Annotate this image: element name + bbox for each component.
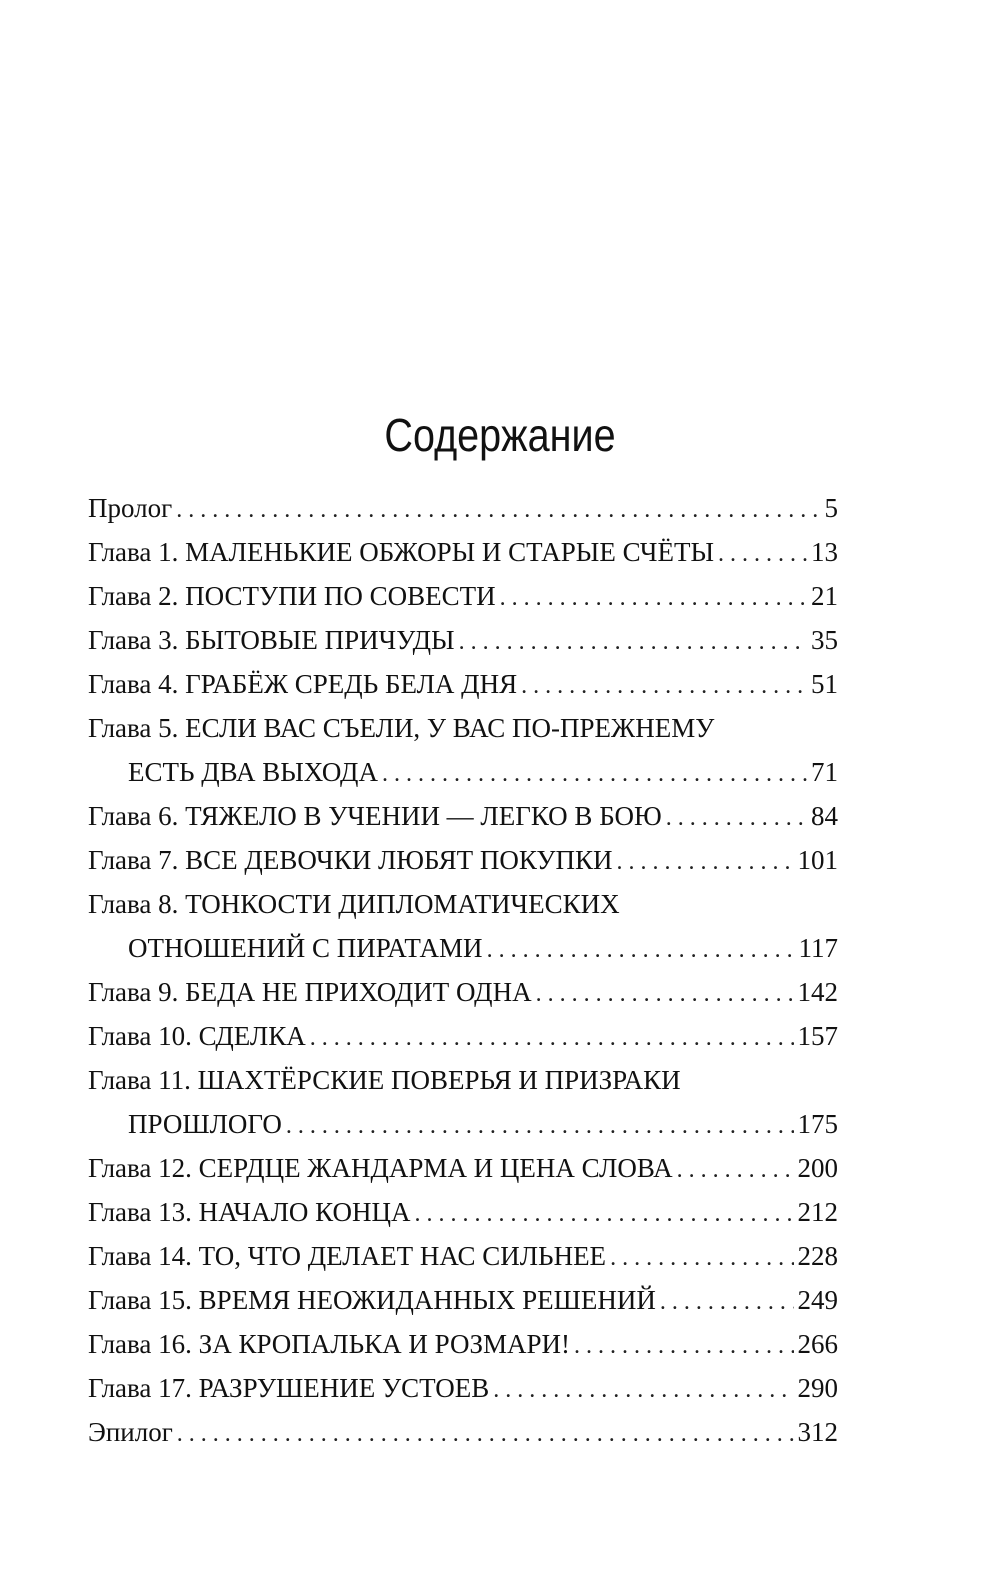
entry-label: Глава 3. БЫТОВЫЕ ПРИЧУДЫ	[88, 625, 455, 655]
entry-page-number: 13	[811, 537, 838, 567]
entry-page-number: 35	[811, 625, 838, 655]
dot-leader	[718, 532, 807, 576]
entry-label-continuation: ПРОШЛОГО	[128, 1109, 282, 1139]
toc-entry	[88, 618, 838, 662]
entry-label: Глава 7. ВСЕ ДЕВОЧКИ ЛЮБЯТ ПОКУПКИ	[88, 845, 613, 875]
entry-label: Глава 8. ТОНКОСТИ ДИПЛОМАТИЧЕСКИХ	[88, 889, 620, 919]
toc-entry	[88, 1058, 838, 1146]
toc-entry	[88, 1190, 838, 1234]
entry-page-number: 142	[797, 977, 838, 1007]
entry-page-number: 117	[798, 933, 838, 963]
dot-leader	[677, 1148, 794, 1192]
toc-entry	[88, 882, 838, 970]
entry-page-number: 71	[811, 757, 838, 787]
toc-entry	[88, 574, 838, 618]
dot-leader	[610, 1236, 793, 1280]
entry-label: Эпилог	[88, 1417, 173, 1447]
entry-page-number: 51	[811, 669, 838, 699]
entry-page-number: 84	[811, 801, 838, 831]
entry-label: Глава 13. НАЧАЛО КОНЦА	[88, 1197, 411, 1227]
dot-leader	[574, 1324, 794, 1368]
entry-label: Глава 12. СЕРДЦЕ ЖАНДАРМА И ЦЕНА СЛОВА	[88, 1153, 673, 1183]
entry-page-number: 212	[797, 1197, 838, 1227]
entry-label: Глава 5. ЕСЛИ ВАС СЪЕЛИ, У ВАС ПО-ПРЕЖНЕМУ	[88, 713, 715, 743]
dot-leader	[660, 1280, 794, 1324]
dot-leader	[382, 752, 807, 796]
toc-entry	[88, 1366, 838, 1410]
toc-entry	[88, 662, 838, 706]
entry-label: Глава 4. ГРАБЁЖ СРЕДЬ БЕЛА ДНЯ	[88, 669, 518, 699]
entry-page-number: 266	[797, 1329, 838, 1359]
dot-leader	[536, 972, 794, 1016]
entry-label: Глава 2. ПОСТУПИ ПО СОВЕСТИ	[88, 581, 496, 611]
table-of-contents	[88, 486, 838, 1454]
dot-leader	[176, 488, 820, 532]
toc-entry	[88, 1322, 838, 1366]
entry-label-continuation: ОТНОШЕНИЙ С ПИРАТАМИ	[128, 933, 483, 963]
entry-label: Глава 15. ВРЕМЯ НЕОЖИДАННЫХ РЕШЕНИЙ	[88, 1285, 656, 1315]
entry-page-number: 200	[797, 1153, 838, 1183]
entry-page-number: 312	[797, 1417, 838, 1447]
toc-entry	[88, 486, 838, 530]
entry-label: Глава 10. СДЕЛКА	[88, 1021, 306, 1051]
entry-label-continuation: ЕСТЬ ДВА ВЫХОДА	[128, 757, 378, 787]
entry-label: Глава 11. ШАХТЁРСКИЕ ПОВЕРЬЯ И ПРИЗРАКИ	[88, 1065, 681, 1095]
toc-entry	[88, 1278, 838, 1322]
dot-leader	[286, 1104, 794, 1148]
entry-label: Глава 16. ЗА КРОПАЛЬКА И РОЗМАРИ!	[88, 1329, 570, 1359]
dot-leader	[666, 796, 807, 840]
entry-page-number: 290	[797, 1373, 838, 1403]
toc-entry	[88, 970, 838, 1014]
entry-page-number: 175	[797, 1109, 838, 1139]
entry-label: Пролог	[88, 493, 173, 523]
dot-leader	[521, 664, 807, 708]
entry-page-number: 101	[797, 845, 838, 875]
toc-entry	[88, 1014, 838, 1058]
toc-entry	[88, 706, 838, 794]
entry-page-number: 157	[797, 1021, 838, 1051]
entry-label: Глава 6. ТЯЖЕЛО В УЧЕНИИ — ЛЕГКО В БОЮ	[88, 801, 662, 831]
dot-leader	[177, 1412, 794, 1456]
entry-label: Глава 17. РАЗРУШЕНИЕ УСТОЕВ	[88, 1373, 490, 1403]
entry-label: Глава 14. ТО, ЧТО ДЕЛАЕТ НАС СИЛЬНЕЕ	[88, 1241, 607, 1271]
toc-entry	[88, 1234, 838, 1278]
entry-label: Глава 1. МАЛЕНЬКИЕ ОБЖОРЫ И СТАРЫЕ СЧЁТЫ	[88, 537, 715, 567]
page-title: Содержание	[384, 409, 616, 461]
dot-leader	[487, 928, 795, 972]
entry-page-number: 5	[824, 493, 838, 523]
toc-entry	[88, 838, 838, 882]
entry-page-number: 249	[797, 1285, 838, 1315]
dot-leader	[310, 1016, 794, 1060]
dot-leader	[616, 840, 793, 884]
dot-leader	[459, 620, 807, 664]
entry-label: Глава 9. БЕДА НЕ ПРИХОДИТ ОДНА	[88, 977, 532, 1007]
dot-leader	[500, 576, 807, 620]
toc-entry	[88, 1146, 838, 1190]
toc-entry	[88, 794, 838, 838]
dot-leader	[415, 1192, 794, 1236]
entry-page-number: 228	[797, 1241, 838, 1271]
entry-page-number: 21	[811, 581, 838, 611]
dot-leader	[493, 1368, 793, 1412]
toc-entry	[88, 530, 838, 574]
toc-entry	[88, 1410, 838, 1454]
